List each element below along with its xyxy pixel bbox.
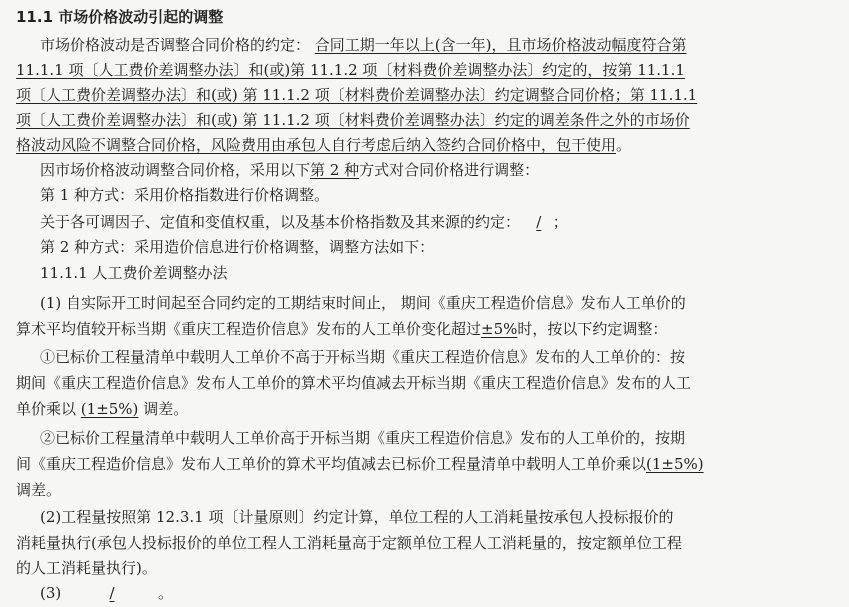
item-2-line-3: 的人工消耗量执行)。 (16, 559, 157, 577)
item-3-blank: / (109, 584, 115, 602)
multiplier-value: (1±5%) (646, 455, 704, 473)
item-1-line-2-post: 时，按以下约定调整： (517, 320, 668, 338)
method-2: 第 2 种方式：采用造价信息进行价格调整，调整方法如下： (40, 238, 435, 256)
item-1a-line-3-pre: 单价乘以 (16, 400, 77, 418)
item-3-end: 。 (158, 584, 174, 602)
item-1a-line-1: ①已标价工程量清单中载明人工单价不高于开标当期《重庆工程造价信息》发布的人工单价的：按 (40, 348, 686, 366)
item-1b-line-2 (16, 453, 835, 475)
item-1-line-1: (1) 自实际开工时间起至合同约定的工期结束时间止， 期间《重庆工程造价信息》发布人工单价的 (40, 294, 686, 312)
paragraph-2-post: 方式对合同价格进行调整： (359, 161, 540, 179)
paragraph-1-underlined: 项〔人工费价差调整办法〕和(或) 第 11.1.2 项〔材料费价差调整办法〕约定的调差条件之外的市场价 (16, 111, 690, 129)
paragraph-3-blank: / (536, 213, 542, 231)
item-3-label: (3) (40, 584, 62, 602)
paragraph-1-line-3 (16, 84, 835, 106)
item-1a-line-3 (16, 398, 835, 420)
item-1a-line-2: 期间《重庆工程造价信息》发布人工单价的算术平均值减去开标当期《重庆工程造价信息》发布的人工 (16, 374, 692, 392)
method-1: 第 1 种方式：采用价格指数进行价格调整。 (40, 186, 330, 204)
paragraph-1-line-4 (16, 109, 835, 131)
item-2-line-1: (2)工程量按照第 12.3.1 项〔计量原则〕约定计算，单位工程的人工消耗量按承包人投标报价的 (40, 508, 674, 526)
paragraph-1-underlined: 合同工期一年以上(含一年)，且市场价格波动幅度符合第 (314, 36, 687, 54)
item-2-line-2: 消耗量执行(承包人投标报价的单位工程人工消耗量高于定额单位工程人工消耗量的，按定额单位工程 (16, 534, 682, 552)
item-1-line-2-pre: 算术平均值较开标当期《重庆工程造价信息》发布的人工单价变化超过 (16, 320, 482, 338)
paragraph-1-underlined: 11.1.1 项〔人工费价差调整办法〕和(或)第 11.1.2 项〔材料费价差调整办法〕约定的，按第 11.1.1 (16, 61, 685, 79)
method-choice: 第 2 种 (310, 161, 360, 179)
item-1-line-2 (16, 318, 835, 340)
sub-heading: 11.1.1 人工费价差调整办法 (40, 264, 228, 282)
threshold-value: ±5% (481, 320, 518, 338)
paragraph-1-line-2 (16, 59, 835, 81)
paragraph-1-underlined: 项〔人工费价差调整办法〕和(或) 第 11.1.2 项〔材料费价差调整办法〕约定调整合同价格；第 11.1.1 (16, 86, 698, 104)
paragraph-3-post: ； (552, 213, 568, 231)
paragraph-1-line-5 (16, 134, 835, 156)
paragraph-1-underlined: 格波动风险不调整合同价格，风险费用由承包人自行考虑后纳入签约合同价格中，包干使用 (16, 136, 617, 154)
multiplier-value: (1±5%) (80, 400, 139, 418)
section-heading: 11.1 市场价格波动引起的调整 (16, 8, 224, 26)
paragraph-1-end: 。 (616, 136, 632, 154)
paragraph-3-pre: 关于各可调因子、定值和变值权重，以及基本价格指数及其来源的约定： (40, 213, 521, 231)
item-1b-line-1: ②已标价工程量清单中载明人工单价高于开标当期《重庆工程造价信息》发布的人工单价的，按期 (40, 429, 686, 447)
item-3 (40, 582, 835, 604)
paragraph-1-lead: 市场价格波动是否调整合同价格的约定： (40, 36, 311, 54)
item-1b-line-2-pre: 间《重庆工程造价信息》发布人工单价的算术平均值减去已标价工程量清单中载明人工单价乘以 (16, 455, 647, 473)
item-1a-line-3-post: 调差。 (143, 400, 189, 418)
item-1b-line-3: 调差。 (16, 481, 62, 499)
paragraph-1-line-1 (40, 34, 835, 56)
paragraph-2-pre: 因市场价格波动调整合同价格，采用以下 (40, 161, 311, 179)
paragraph-3 (40, 211, 835, 233)
paragraph-2 (40, 159, 835, 181)
